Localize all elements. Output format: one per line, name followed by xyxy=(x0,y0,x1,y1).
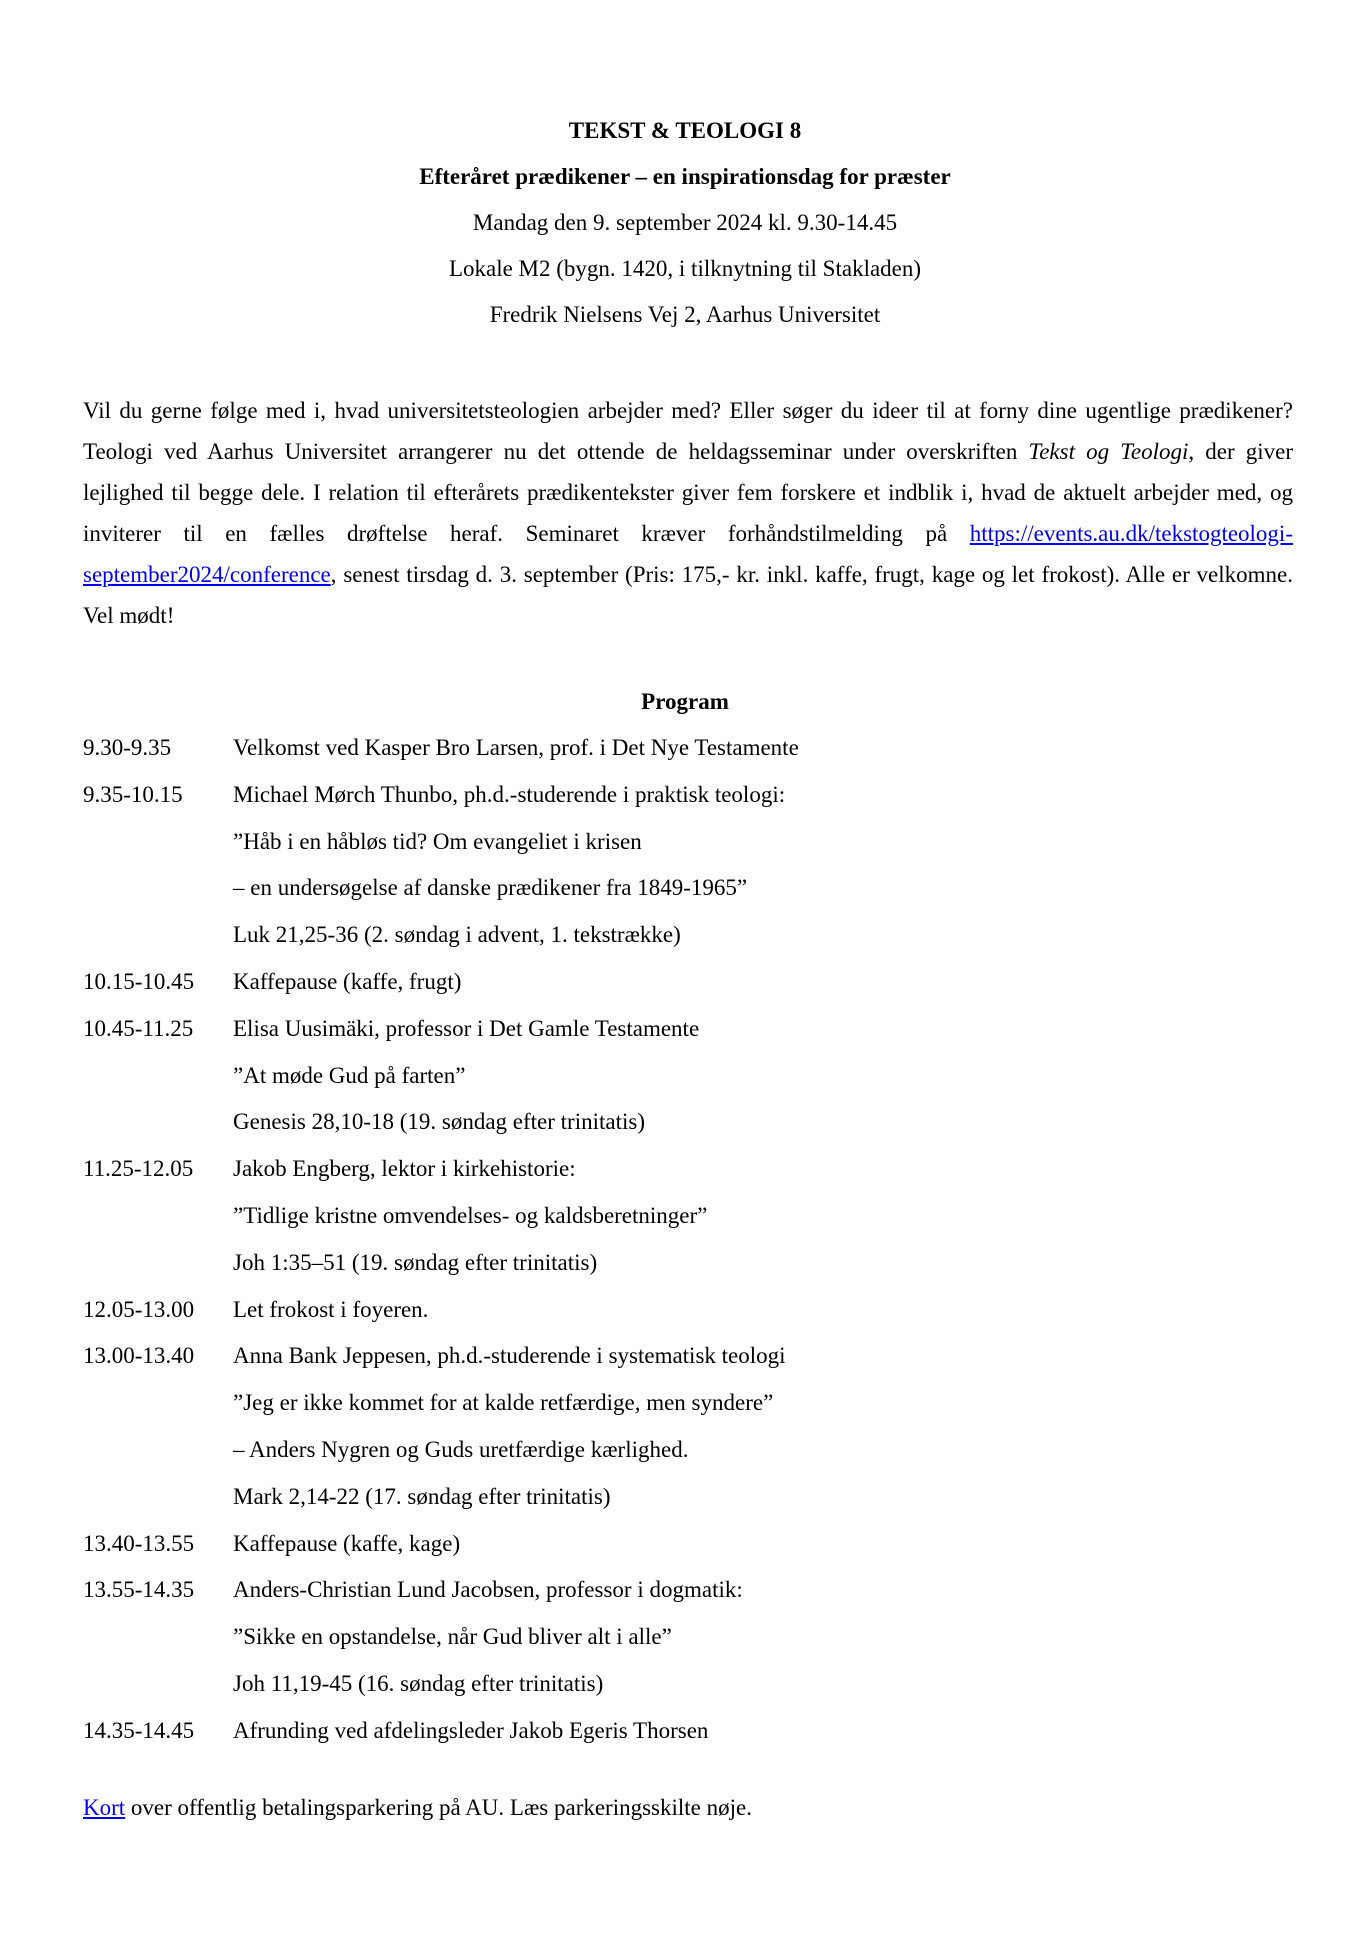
program-item-text: Velkomst ved Kasper Bro Larsen, prof. i Det Nye Testamente xyxy=(233,735,799,760)
program-line xyxy=(83,1567,1293,1614)
program-line xyxy=(83,772,1293,819)
map-link[interactable]: Kort xyxy=(83,1795,126,1820)
document-header xyxy=(0,108,1370,338)
program-item-text: Kaffepause (kaffe, kage) xyxy=(233,1530,461,1556)
program-item-text: ”At møde Gud på farten” xyxy=(233,1062,466,1088)
program-item-text: Kaffepause (kaffe, frugt) xyxy=(233,968,462,994)
program-line xyxy=(83,1474,1293,1521)
parking-note-text: over offentlig betalingsparkering på AU. Læs parkeringsskilte nøje. xyxy=(125,1795,752,1820)
program-list xyxy=(83,725,1293,1755)
program-time: 10.45-11.25 xyxy=(83,1015,194,1041)
program-line xyxy=(83,1708,1293,1755)
intro-text-part2: , der giver lejlighed til begge dele. I relation til efterårets prædikentekster giver fem forskere et indblik i, hvad de aktuelt arbejder med, og inviterer til en fælles drøftelse heraf. Seminaret kræver forhåndstilmelding på xyxy=(83,439,1293,546)
program-line xyxy=(83,912,1293,959)
program-time: 14.35-14.45 xyxy=(83,1717,195,1743)
series-name: Tekst og Teologi xyxy=(1028,439,1189,464)
program-item-text: Joh 1:35–51 (19. søndag efter trinitatis) xyxy=(233,1249,598,1275)
program-item-text: – en undersøgelse af danske prædikener fra 1849-1965” xyxy=(233,875,748,901)
parking-note xyxy=(83,1785,752,1831)
program-item-text: Luk 21,25-36 (2. søndag i advent, 1. tekstrække) xyxy=(233,922,681,948)
program-line xyxy=(83,1146,1293,1193)
program-item-text: Elisa Uusimäki, professor i Det Gamle Testamente xyxy=(233,1015,700,1041)
program-time: 12.05-13.00 xyxy=(83,1296,195,1322)
program-time: 9.35-10.15 xyxy=(83,781,183,807)
program-line xyxy=(83,1333,1293,1380)
program-heading: Program xyxy=(641,689,729,714)
program-item-text: Michael Mørch Thunbo, ph.d.-studerende i praktisk teologi: xyxy=(233,781,786,807)
registration-link[interactable]: https://events.au.dk/tekstogteologi-september2024/conference xyxy=(83,521,1293,587)
document-title: TEKST & TEOLOGI 8 xyxy=(568,118,802,143)
program-line xyxy=(83,1661,1293,1708)
program-item-text: Mark 2,14-22 (17. søndag efter trinitatis) xyxy=(233,1483,611,1509)
program-item-text: Jakob Engberg, lektor i kirkehistorie: xyxy=(233,1156,576,1182)
program-time: 9.30-9.35 xyxy=(83,735,172,760)
program-line xyxy=(83,1240,1293,1287)
program-line xyxy=(83,1380,1293,1427)
program-item-text: Genesis 28,10-18 (19. søndag efter trinitatis) xyxy=(233,1109,645,1135)
event-address: Fredrik Nielsens Vej 2, Aarhus Universitet xyxy=(489,302,881,327)
program-line xyxy=(83,1287,1293,1334)
program-time: 11.25-12.05 xyxy=(83,1156,194,1182)
program-line xyxy=(83,1193,1293,1240)
program-time: 13.40-13.55 xyxy=(83,1530,195,1556)
program-line xyxy=(83,1099,1293,1146)
program-item-text: ”Håb i en håbløs tid? Om evangeliet i krisen xyxy=(233,828,642,854)
program-line xyxy=(83,1427,1293,1474)
intro-text-part3: , senest tirsdag d. 3. september (Pris: 175,- kr. inkl. kaffe, frugt, kage og let frokost). Alle er velkomne. Vel mødt! xyxy=(83,562,1293,628)
document-subtitle: Efteråret prædikener – en inspirationsdag for præster xyxy=(419,164,951,189)
program-time: 13.55-14.35 xyxy=(83,1577,195,1603)
program-item-text: ”Jeg er ikke kommet for at kalde retfærdige, men syndere” xyxy=(233,1390,774,1416)
program-line xyxy=(83,725,1293,772)
program-item-text: Anna Bank Jeppesen, ph.d.-studerende i systematisk teologi xyxy=(233,1343,786,1369)
program-line xyxy=(83,1053,1293,1100)
program-line xyxy=(83,1521,1293,1568)
program-item-text: ”Sikke en opstandelse, når Gud bliver alt i alle” xyxy=(233,1624,672,1650)
intro-paragraph xyxy=(83,390,1293,636)
intro-text-part1: Vil du gerne følge med i, hvad universitetsteologien arbejder med? Eller søger du ideer til at forny dine ugentlige prædikener? Teologi ved Aarhus Universitet arrangerer nu det ottende de heldagsseminar under overskriften xyxy=(83,398,1293,464)
program-line xyxy=(83,865,1293,912)
event-date: Mandag den 9. september 2024 kl. 9.30-14.45 xyxy=(472,210,898,235)
program-line xyxy=(83,959,1293,1006)
program-line xyxy=(83,1614,1293,1661)
program-item-text: Let frokost i foyeren. xyxy=(233,1296,429,1322)
program-item-text: ”Tidlige kristne omvendelses- og kaldsberetninger” xyxy=(233,1202,708,1228)
event-location: Lokale M2 (bygn. 1420, i tilknytning til Stakladen) xyxy=(448,256,922,281)
program-time: 13.00-13.40 xyxy=(83,1343,195,1369)
program-item-text: Joh 11,19-45 (16. søndag efter trinitatis) xyxy=(233,1670,604,1696)
program-item-text: Anders-Christian Lund Jacobsen, professor i dogmatik: xyxy=(233,1577,743,1603)
program-item-text: Afrunding ved afdelingsleder Jakob Egeris Thorsen xyxy=(233,1717,709,1743)
program-item-text: – Anders Nygren og Guds uretfærdige kærlighed. xyxy=(233,1436,689,1462)
program-line xyxy=(83,1006,1293,1053)
program-line xyxy=(83,819,1293,866)
program-time: 10.15-10.45 xyxy=(83,968,195,994)
